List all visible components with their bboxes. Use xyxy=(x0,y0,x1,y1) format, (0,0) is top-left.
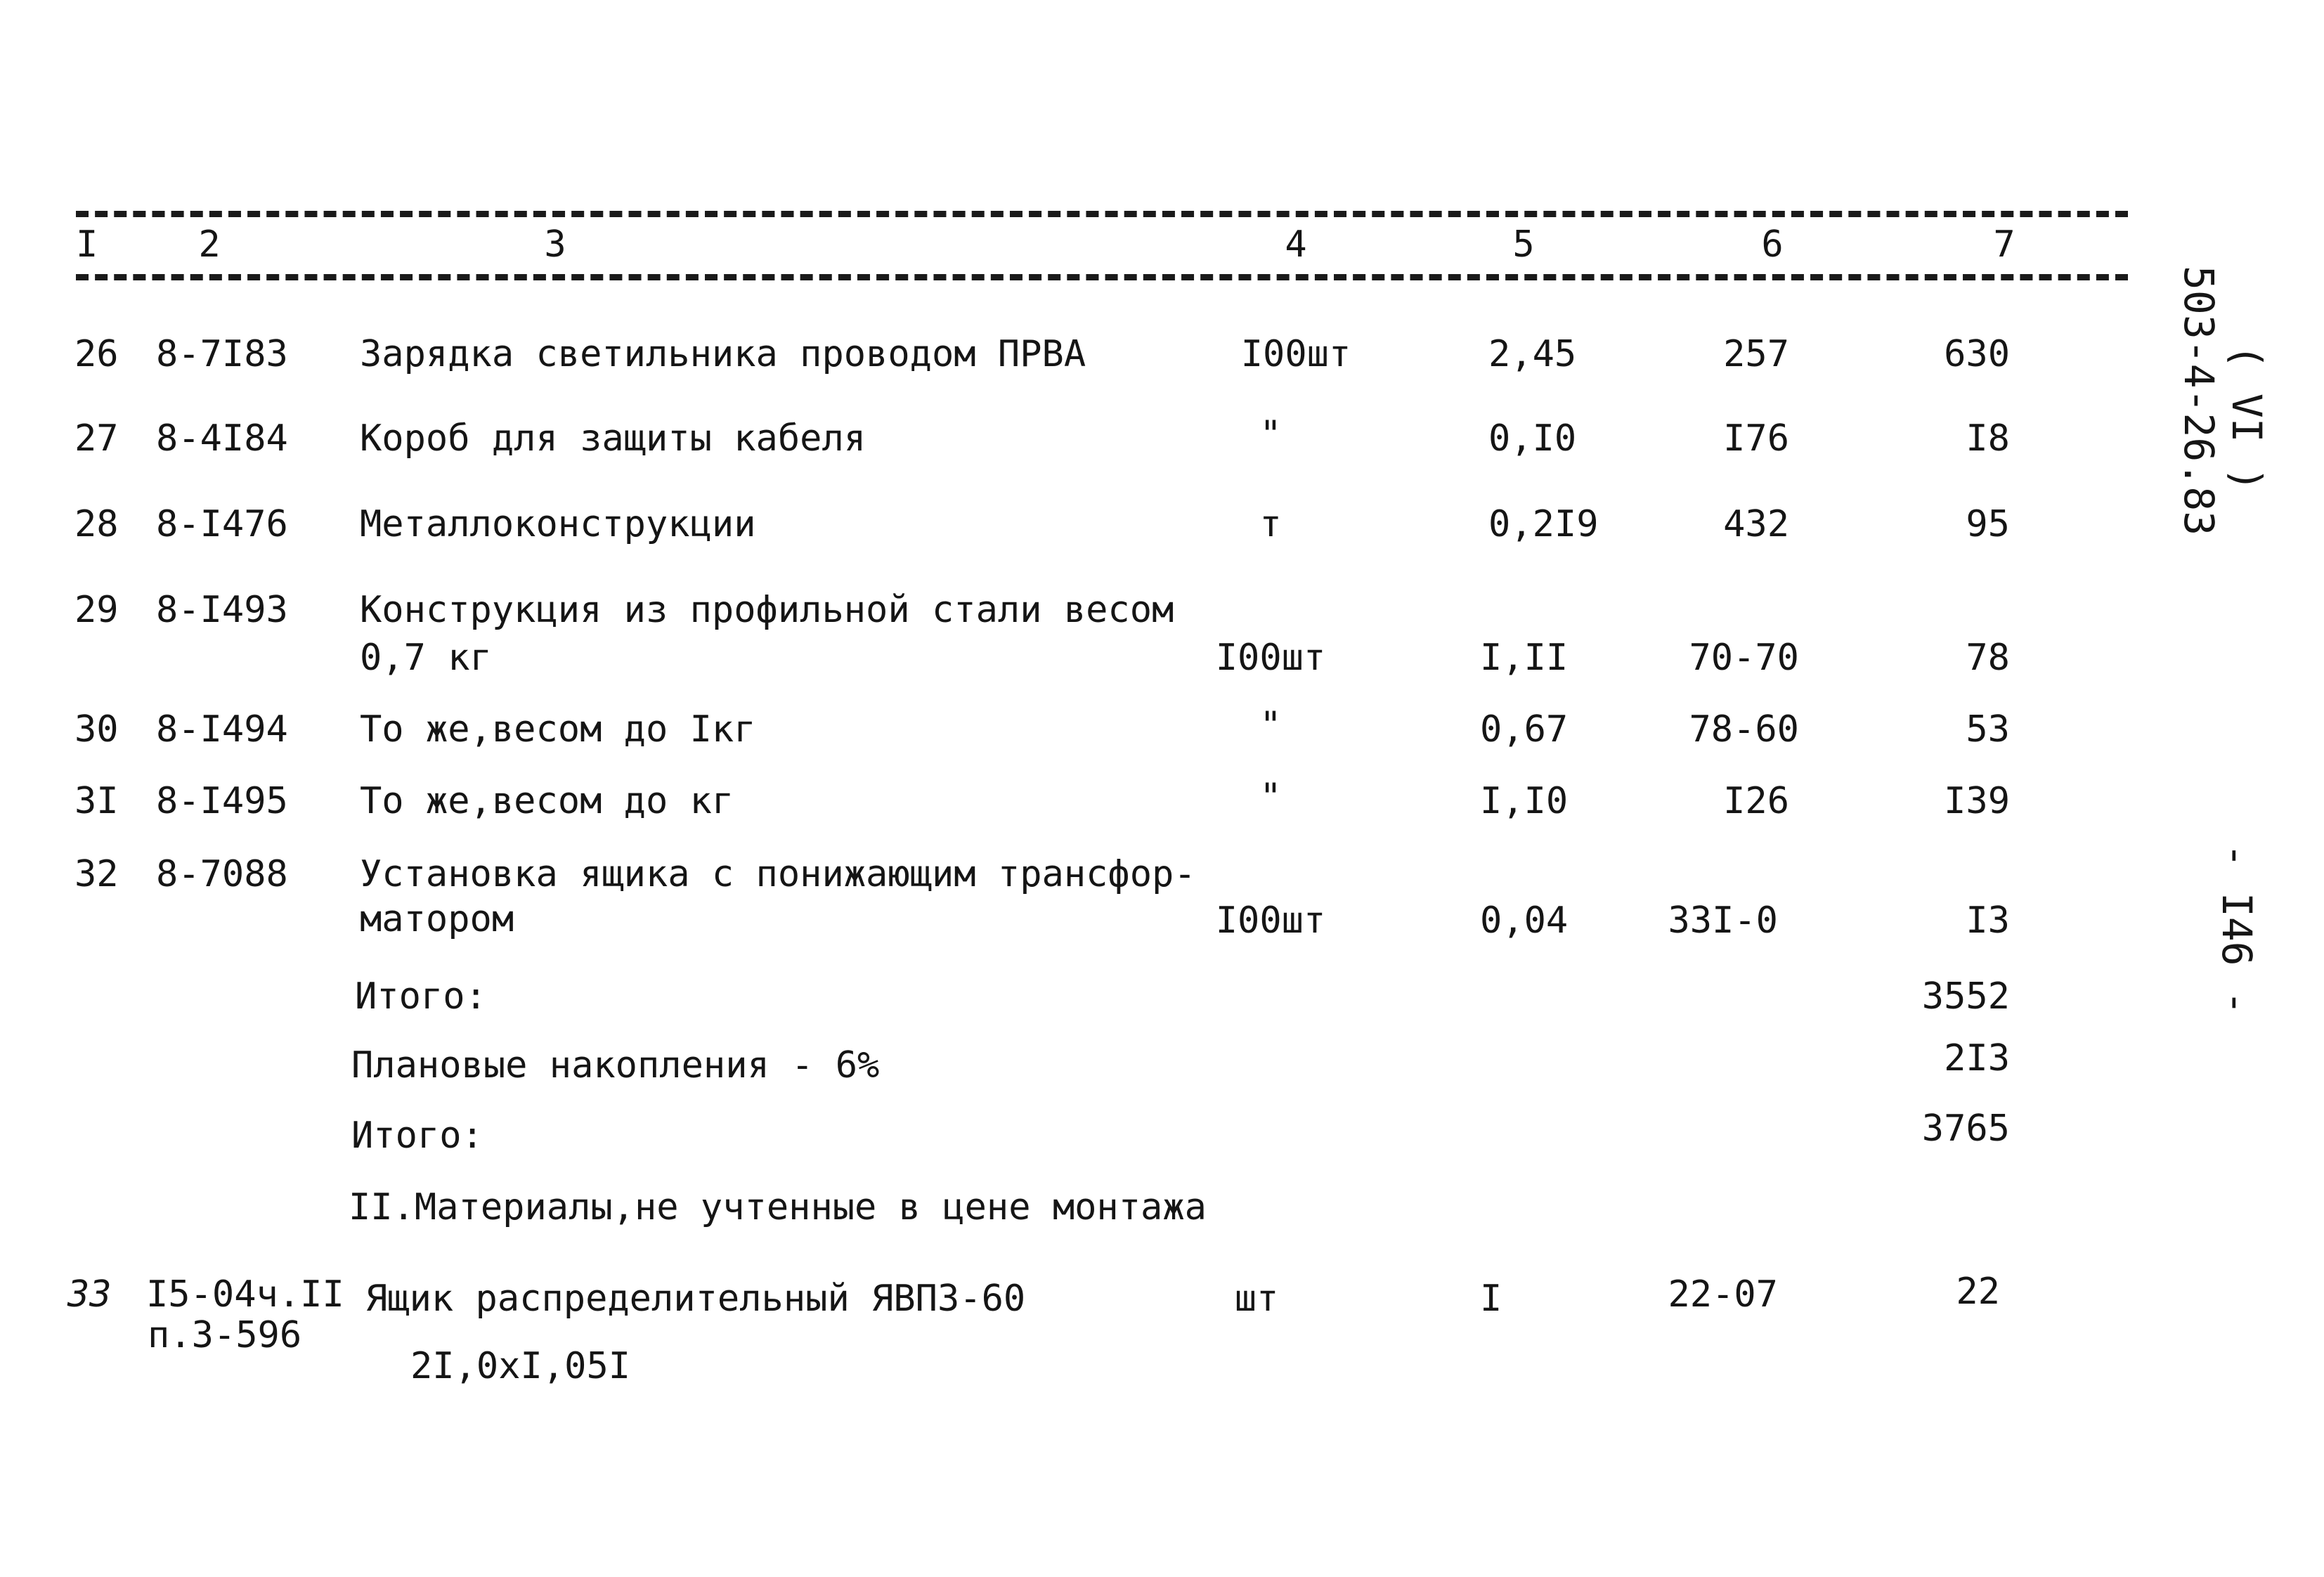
header-top-rule xyxy=(76,211,2128,217)
summary-label: Итого: xyxy=(351,1115,483,1157)
row-qty: I,II xyxy=(1480,637,1569,679)
row-unit: I00шт xyxy=(1215,900,1326,942)
row-code: 8-4I84 xyxy=(156,417,288,460)
summary-value: 2I3 xyxy=(1944,1037,2010,1079)
row-total: 95 xyxy=(1966,503,2010,545)
row-price: 70-70 xyxy=(1689,637,1799,679)
row-code: 8-7I83 xyxy=(156,333,288,375)
row-code: 8-I495 xyxy=(156,780,288,822)
row-name-continued: 2I,0xI,05I xyxy=(410,1345,631,1387)
header-bottom-rule xyxy=(76,274,2128,280)
row-total: I3 xyxy=(1966,900,2010,942)
row-name-continued: 0,7 кг xyxy=(360,637,492,679)
row-qty: 2,45 xyxy=(1488,333,1577,375)
row-unit: шт xyxy=(1234,1278,1279,1320)
summary-value: 3552 xyxy=(1921,975,2010,1018)
row-price: 33I-0 xyxy=(1668,900,1778,942)
col-3-header: 3 xyxy=(544,223,566,266)
row-price: I26 xyxy=(1723,780,1789,822)
row-number: 32 xyxy=(74,853,119,895)
row-total: 630 xyxy=(1944,333,2010,375)
row-name: Установка ящика с понижающим трансфор- xyxy=(360,853,1196,895)
row-code: 8-I476 xyxy=(156,503,288,545)
row-number: 26 xyxy=(74,333,119,375)
row-unit: I00шт xyxy=(1215,637,1326,679)
row-qty: 0,67 xyxy=(1480,708,1569,751)
row-qty: 0,2I9 xyxy=(1488,503,1599,545)
row-name: Металлоконструкции xyxy=(360,503,756,545)
row-qty: 0,04 xyxy=(1480,900,1569,942)
row-price: 78-60 xyxy=(1689,708,1799,751)
row-number: 29 xyxy=(74,589,119,631)
row-unit: т xyxy=(1259,503,1282,545)
row-name: Ящик распределительный ЯВПЗ-60 xyxy=(365,1278,1026,1320)
row-price: I76 xyxy=(1723,417,1789,460)
row-number: 3I xyxy=(74,780,119,822)
row-price: 257 xyxy=(1723,333,1789,375)
row-name: Зарядка светильника проводом ПРВА xyxy=(360,333,1086,375)
row-unit: I00шт xyxy=(1240,333,1351,375)
row-code-continued: п.3-596 xyxy=(148,1314,302,1356)
col-6-header: 6 xyxy=(1761,223,1784,266)
row-number: 33 xyxy=(67,1273,112,1316)
col-5-header: 5 xyxy=(1512,223,1535,266)
col-4-header: 4 xyxy=(1285,223,1307,266)
row-code: 8-I493 xyxy=(156,589,288,631)
row-name: То же,весом до кг xyxy=(360,780,734,822)
summary-value: 3765 xyxy=(1921,1108,2010,1150)
row-code: I5-04ч.II xyxy=(146,1273,344,1316)
summary-label: Плановые накопления - 6% xyxy=(351,1044,880,1086)
row-total: I39 xyxy=(1944,780,2010,822)
col-2-header: 2 xyxy=(198,223,221,266)
row-unit: " xyxy=(1259,776,1282,818)
row-number: 30 xyxy=(74,708,119,751)
page-number: - I46 - xyxy=(2213,843,2261,1015)
row-unit: " xyxy=(1259,704,1282,746)
section-title: II.Материалы,не учтенные в цене монтажа xyxy=(349,1186,1207,1228)
row-total: I8 xyxy=(1966,417,2010,460)
row-code: 8-7088 xyxy=(156,853,288,895)
row-name: Конструкция из профильной стали весом xyxy=(360,589,1174,631)
row-unit: " xyxy=(1259,413,1282,455)
row-price: 432 xyxy=(1723,503,1789,545)
document-code: 503-4-26.83 xyxy=(2175,266,2223,536)
summary-label: Итого: xyxy=(355,975,487,1018)
row-total: 53 xyxy=(1966,708,2010,751)
row-qty: I xyxy=(1480,1278,1502,1320)
row-name-continued: матором xyxy=(360,898,514,940)
row-qty: I,I0 xyxy=(1480,780,1569,822)
col-1-header: I xyxy=(76,223,98,266)
col-7-header: 7 xyxy=(1993,223,2015,266)
row-number: 27 xyxy=(74,417,119,460)
row-code: 8-I494 xyxy=(156,708,288,751)
row-qty: 0,I0 xyxy=(1488,417,1577,460)
row-name: То же,весом до Iкг xyxy=(360,708,756,751)
row-total: 78 xyxy=(1966,637,2010,679)
row-name: Короб для защиты кабеля xyxy=(360,417,866,460)
row-price: 22-07 xyxy=(1668,1273,1778,1316)
document-part: ( VI ) xyxy=(2223,344,2271,492)
row-number: 28 xyxy=(74,503,119,545)
row-total: 22 xyxy=(1956,1271,2000,1313)
